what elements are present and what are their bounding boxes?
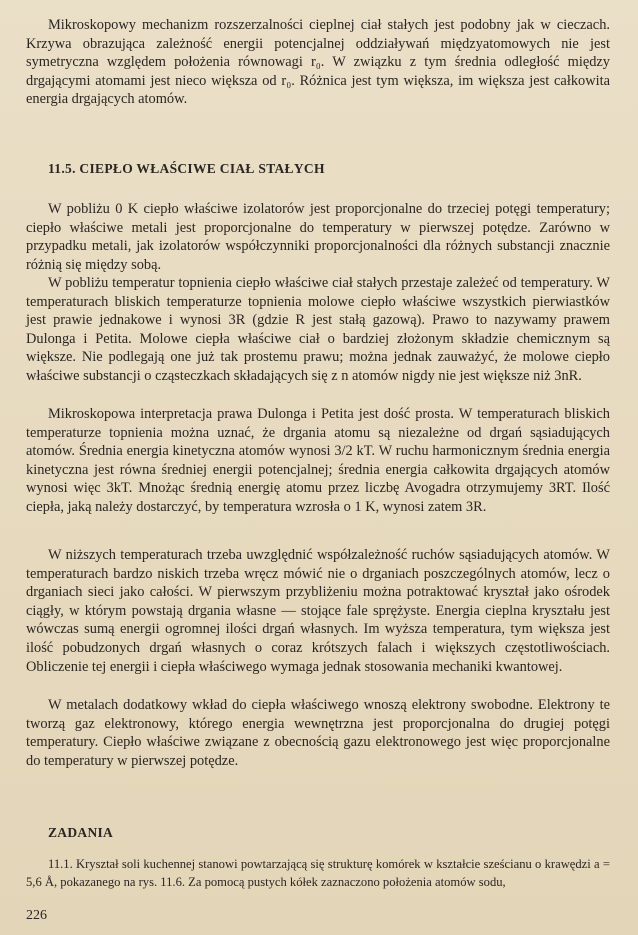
paragraph-4: W niższych temperaturach trzeba uwzględnić współzależność ruchów sąsiadujących atomów. W temperaturach bardzo niskich trzeba wręcz mówić nie o drganiach poszczególnych atomów, lecz o drganiach sieci jako całości. W pierwszym przybliżeniu można potraktować kryształ jako ośrodek ciągły, w którym powstają drgania własne — stojące fale sprężyste. Energia cieplna kryształu jest wówczas sumą energii ogromnej ilości drgań własnych. Im wyższa temperatura, tym większa jest ilość pobudzonych drgań własnych o coraz krótszych falach i większych częstotliwościach. Obliczenie tej energii i ciepła właściwego wymaga jednak stosowania mechaniki kwantowej. [26,547,610,675]
section-heading: 11.5. CIEPŁO WŁAŚCIWE CIAŁ STAŁYCH [48,161,325,176]
paragraph-2: W pobliżu temperatur topnienia ciepło właściwe ciał stałych przestaje zależeć od temperatury. W temperaturach bliskich temperaturze topnienia molowe ciepło właściwe wszystkich pierwiastków jest prawie jednakowe i wynosi 3R (gdzie R jest stałą gazową). Prawo to nazywamy prawem Dulonga i Petita. Molowe ciepła właściwe ciał o bardziej złożonym składzie chemicznym są większe. Nie podlegają one już tak prostemu prawu; można jednak zauważyć, że molowe ciepło właściwe substancji o cząsteczkach składających się z n atomów nigdy nie jest większe niż 3nR. [26,275,610,384]
page-number: 226 [26,908,47,923]
task-11-1: 11.1. Kryształ soli kuchennej stanowi powtarzającą się strukturę komórek w kształcie sześcianu o krawędzi a = 5,6 Å, pokazanego na rys. 11.6. Za pomocą pustych kółek zaznaczono położenia atomów sodu, [26,857,610,889]
intro-paragraph: Mikroskopowy mechanizm rozszerzalności cieplnej ciał stałych jest podobny jak w cieczach. Krzywa obrazująca zależność energii potencjalnej oddziaływań międzyatomowych nie jest symetryczna względem położenia równowagi r₀. W związku z tym średnia odległość między drgającymi atomami jest nieco większa od r₀. Różnica jest tym większa, im większa jest całkowita energia drgających atomów. [26,17,610,108]
paragraph-1: W pobliżu 0 K ciepło właściwe izolatorów jest proporcjonalne do trzeciej potęgi temperatury; ciepło właściwe metali jest proporcjonalne do temperatury w pierwszej potędze. Zarówno w przypadku metali, jak izolatorów współczynniki proporcjonalności dla różnych substancji znacznie różnią się między sobą. [26,201,610,273]
tasks-heading: ZADANIA [48,825,114,840]
paragraph-5: W metalach dodatkowy wkład do ciepła właściwego wnoszą elektrony swobodne. Elektrony te tworzą gaz elektronowy, którego energia wewnętrzna jest proporcjonalna do drugiej potęgi temperatury. Ciepło właściwe związane z obecnością gazu elektronowego jest więc proporcjonalne do temperatury w pierwszej potędze. [26,697,610,769]
paragraph-3: Mikroskopowa interpretacja prawa Dulonga i Petita jest dość prosta. W temperaturach bliskich temperaturze topnienia można uznać, że drgania atomu są niezależne od drgań sąsiadujących atomów. Średnia energia kinetyczna atomów wynosi 3/2 kT. W ruchu harmonicznym średnia energia kinetyczna jest równa średniej energii potencjalnej; średnia energia całkowita drgających atomów wynosi więc 3kT. Mnożąc średnią energię atomu przez liczbę Avogadra otrzymujemy 3RT. Ilość ciepła, jaką należy dostarczyć, by temperatura wzrosła o 1 K, wynosi zatem 3R. [26,406,610,515]
